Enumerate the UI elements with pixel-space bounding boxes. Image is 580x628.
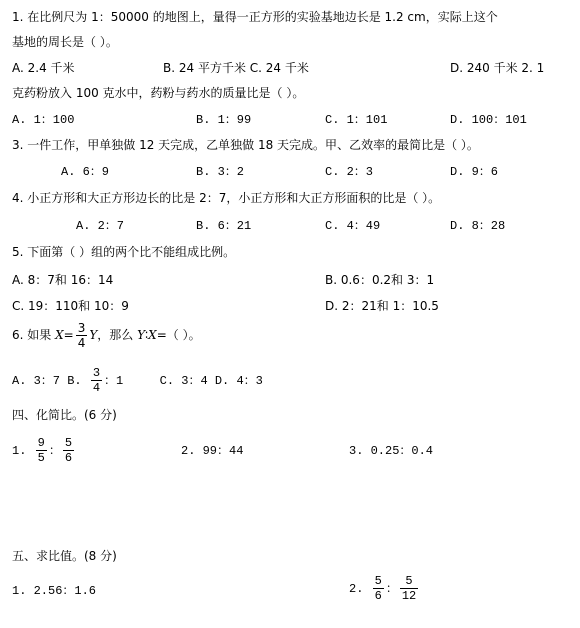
q6-fraction	[76, 321, 88, 350]
q6-var-y: Y	[89, 328, 98, 342]
q6-suffix: =（ ）。	[156, 328, 201, 342]
q3-option-a: A. 6：9	[61, 165, 110, 179]
q1-option-d: D. 240 千米 2. 1	[450, 61, 545, 75]
s4-item1-colon: ：	[48, 444, 61, 458]
q6-option-b-numerator: 3	[92, 366, 101, 381]
q6-var-x: X	[55, 328, 64, 342]
s5-item2-den1: 6	[374, 589, 382, 604]
section4-title: 四、化简比。(6 分)	[12, 408, 117, 422]
q6-option-b-fraction	[91, 366, 102, 395]
s4-item1-num1: 9	[37, 436, 45, 451]
q2-option-a: A. 1：100	[12, 113, 75, 127]
q3-option-b: B. 3：2	[196, 165, 245, 179]
section5-item1: 1. 2.56：1.6	[12, 584, 97, 598]
q6-option-b-denominator: 4	[92, 381, 101, 396]
q6-line	[12, 320, 201, 350]
s4-item1-prefix: 1.	[12, 444, 27, 458]
s5-item2-num1: 5	[374, 574, 382, 589]
s5-item2-num2: 5	[400, 574, 418, 589]
s4-item1-fraction2	[63, 436, 74, 465]
q2-option-c: C. 1：101	[325, 113, 388, 127]
q6-colon: ∶	[145, 328, 149, 342]
section5-title: 五、求比值。(8 分)	[12, 549, 117, 563]
q6-option-cd: C. 3：4 D. 4：3	[159, 374, 263, 388]
q1-option-a: A. 2.4 千米	[12, 61, 75, 75]
s4-item1-num2: 5	[64, 436, 73, 451]
q6-options	[12, 366, 263, 396]
q4-option-d: D. 8：28	[450, 219, 506, 233]
q6-option-ab: A. 3：7 B.	[12, 374, 82, 388]
section4-item2: 2. 99：44	[181, 444, 244, 458]
q1-line2: 基地的周长是（ ）。	[12, 35, 118, 49]
s5-item2-fraction1	[373, 574, 384, 603]
q4-option-b: B. 6：21	[196, 219, 252, 233]
s5-item2-den2: 12	[401, 589, 417, 604]
s5-item2-prefix: 2.	[349, 582, 364, 596]
s5-item2-fraction2	[400, 574, 418, 603]
q3-option-c: C. 2：3	[325, 165, 374, 179]
q1-option-bc: B. 24 平方千米 C. 24 千米	[163, 61, 309, 75]
q4-line: 4. 小正方形和大正方形边长的比是 2：7，小正方形和大正方形面积的比是（ ）。	[12, 191, 441, 205]
q3-option-d: D. 9：6	[450, 165, 499, 179]
q6-fraction-denominator: 4	[77, 336, 86, 350]
q4-option-c: C. 4：49	[325, 219, 381, 233]
q1-line1: 1. 在比例尺为 1：50000 的地图上，量得一正方形的实验基地边长是 1.2 cm，实际上这个	[12, 10, 498, 24]
s4-item1-den1: 5	[37, 451, 45, 466]
q2-option-d: D. 100：101	[450, 113, 527, 127]
q5-option-c: C. 19：110和 10：9	[12, 299, 129, 313]
section4-item3: 3. 0.25：0.4	[349, 444, 434, 458]
section5-item2	[349, 574, 420, 604]
q2-option-b: B. 1：99	[196, 113, 252, 127]
q4-option-a: A. 2：7	[76, 219, 125, 233]
q5-option-d: D. 2：21和 1：10.5	[325, 299, 439, 313]
s4-item1-fraction1	[36, 436, 47, 465]
q6-var-x2: X	[148, 328, 157, 342]
q6-fraction-numerator: 3	[77, 321, 86, 335]
s5-item2-colon: ：	[385, 582, 398, 596]
q3-line: 3. 一件工作，甲单独做 12 天完成，乙单独做 18 天完成。甲、乙效率的最简比是（ ）。	[12, 138, 479, 152]
section4-item1	[12, 436, 76, 466]
q6-option-b-suffix: ：1	[104, 374, 124, 388]
q6-prefix: 6. 如果	[12, 328, 52, 342]
q5-option-a: A. 8：7和 16：14	[12, 273, 114, 287]
q6-middle: ，那么	[97, 328, 134, 342]
q6-equals: =	[63, 328, 74, 342]
q6-var-y2: Y	[137, 328, 146, 342]
q5-option-b: B. 0.6：0.2和 3：1	[325, 273, 435, 287]
s4-item1-den2: 6	[64, 451, 73, 466]
q5-line: 5. 下面第（ ）组的两个比不能组成比例。	[12, 245, 236, 259]
q2-line: 克药粉放入 100 克水中，药粉与药水的质量比是（ ）。	[12, 86, 305, 100]
